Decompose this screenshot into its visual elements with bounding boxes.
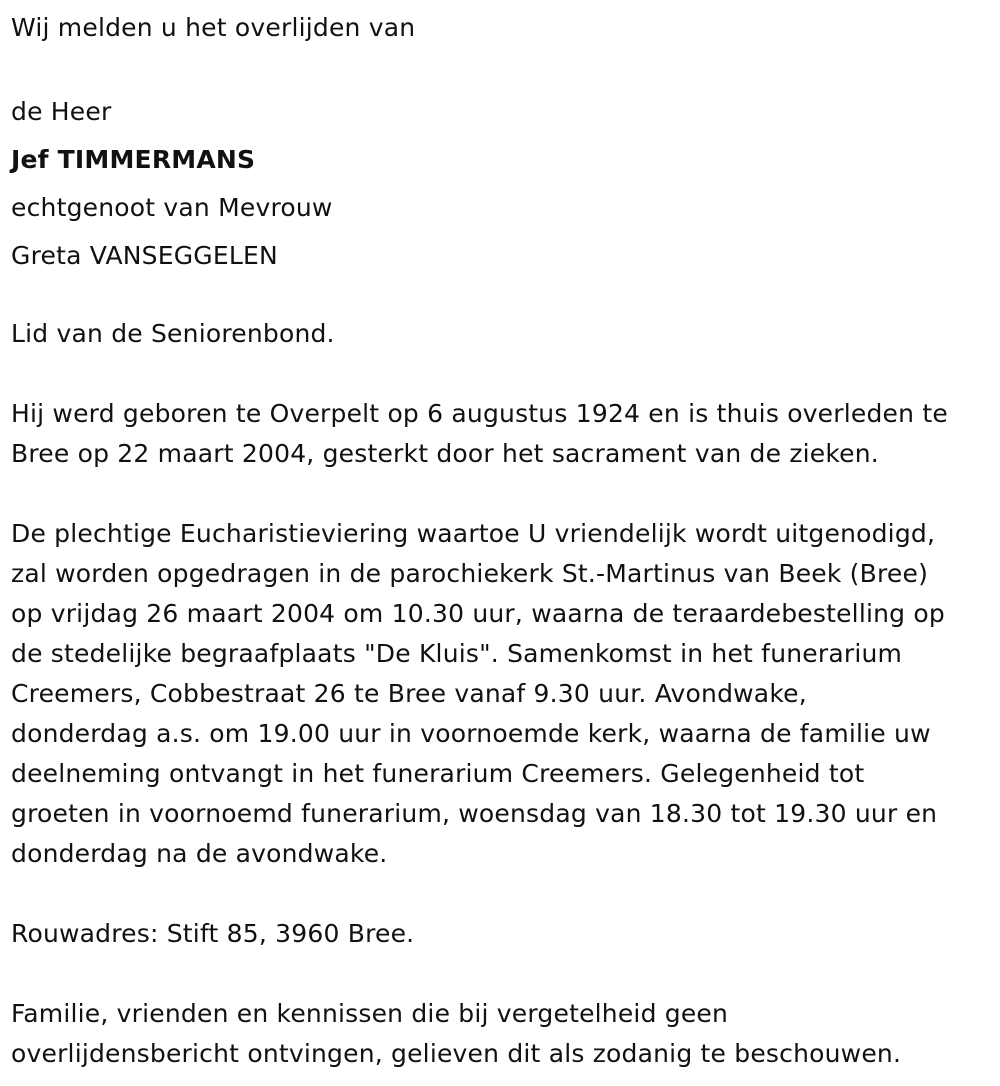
intro-text: Wij melden u het overlijden van [11,13,416,42]
deceased-name: Jef TIMMERMANS [11,145,256,174]
membership-text: Lid van de Seniorenbond. [11,319,335,348]
paragraph-line: de stedelijke begraafplaats "De Kluis". Samenkomst in het funerarium [11,639,903,668]
closing-paragraph [11,994,1000,1074]
paragraph-line: Creemers, Cobbestraat 26 te Bree vanaf 9.30 uur. Avondwake, [11,679,807,708]
paragraph-line: overlijdensbericht ontvingen, gelieven dit als zodanig te beschouwen. [11,1039,902,1068]
paragraph-line: Hij werd geboren te Overpelt op 6 augustus 1924 en is thuis overleden te [11,399,948,428]
spacer [11,48,1000,88]
spacer [11,954,1000,994]
paragraph-line: deelneming ontvangt in het funerarium Creemers. Gelegenheid tot [11,759,865,788]
spouse-name: Greta VANSEGGELEN [11,241,278,270]
paragraph-line: donderdag na de avondwake. [11,839,388,868]
deceased-title: de Heer [11,97,112,126]
paragraph-line: op vrijdag 26 maart 2004 om 10.30 uur, waarna de teraardebestelling op [11,599,945,628]
birth-death-paragraph [11,394,1000,474]
spacer [11,280,1000,314]
paragraph-line: zal worden opgedragen in de parochiekerk St.-Martinus van Beek (Bree) [11,559,929,588]
address-text: Rouwadres: Stift 85, 3960 Bree. [11,919,415,948]
spacer [11,874,1000,914]
paragraph-line: De plechtige Eucharistieviering waartoe U vriendelijk wordt uitgenodigd, [11,519,936,548]
spouse-label: echtgenoot van Mevrouw [11,193,333,222]
ceremony-paragraph [11,514,1000,874]
spacer [11,474,1000,514]
paragraph-line: groeten in voornoemd funerarium, woensdag van 18.30 tot 19.30 uur en [11,799,938,828]
paragraph-line: Familie, vrienden en kennissen die bij vergetelheid geen [11,999,729,1028]
paragraph-line: donderdag a.s. om 19.00 uur in voornoemde kerk, waarna de familie uw [11,719,931,748]
paragraph-line: Bree op 22 maart 2004, gesterkt door het sacrament van de zieken. [11,439,879,468]
spacer [11,354,1000,394]
